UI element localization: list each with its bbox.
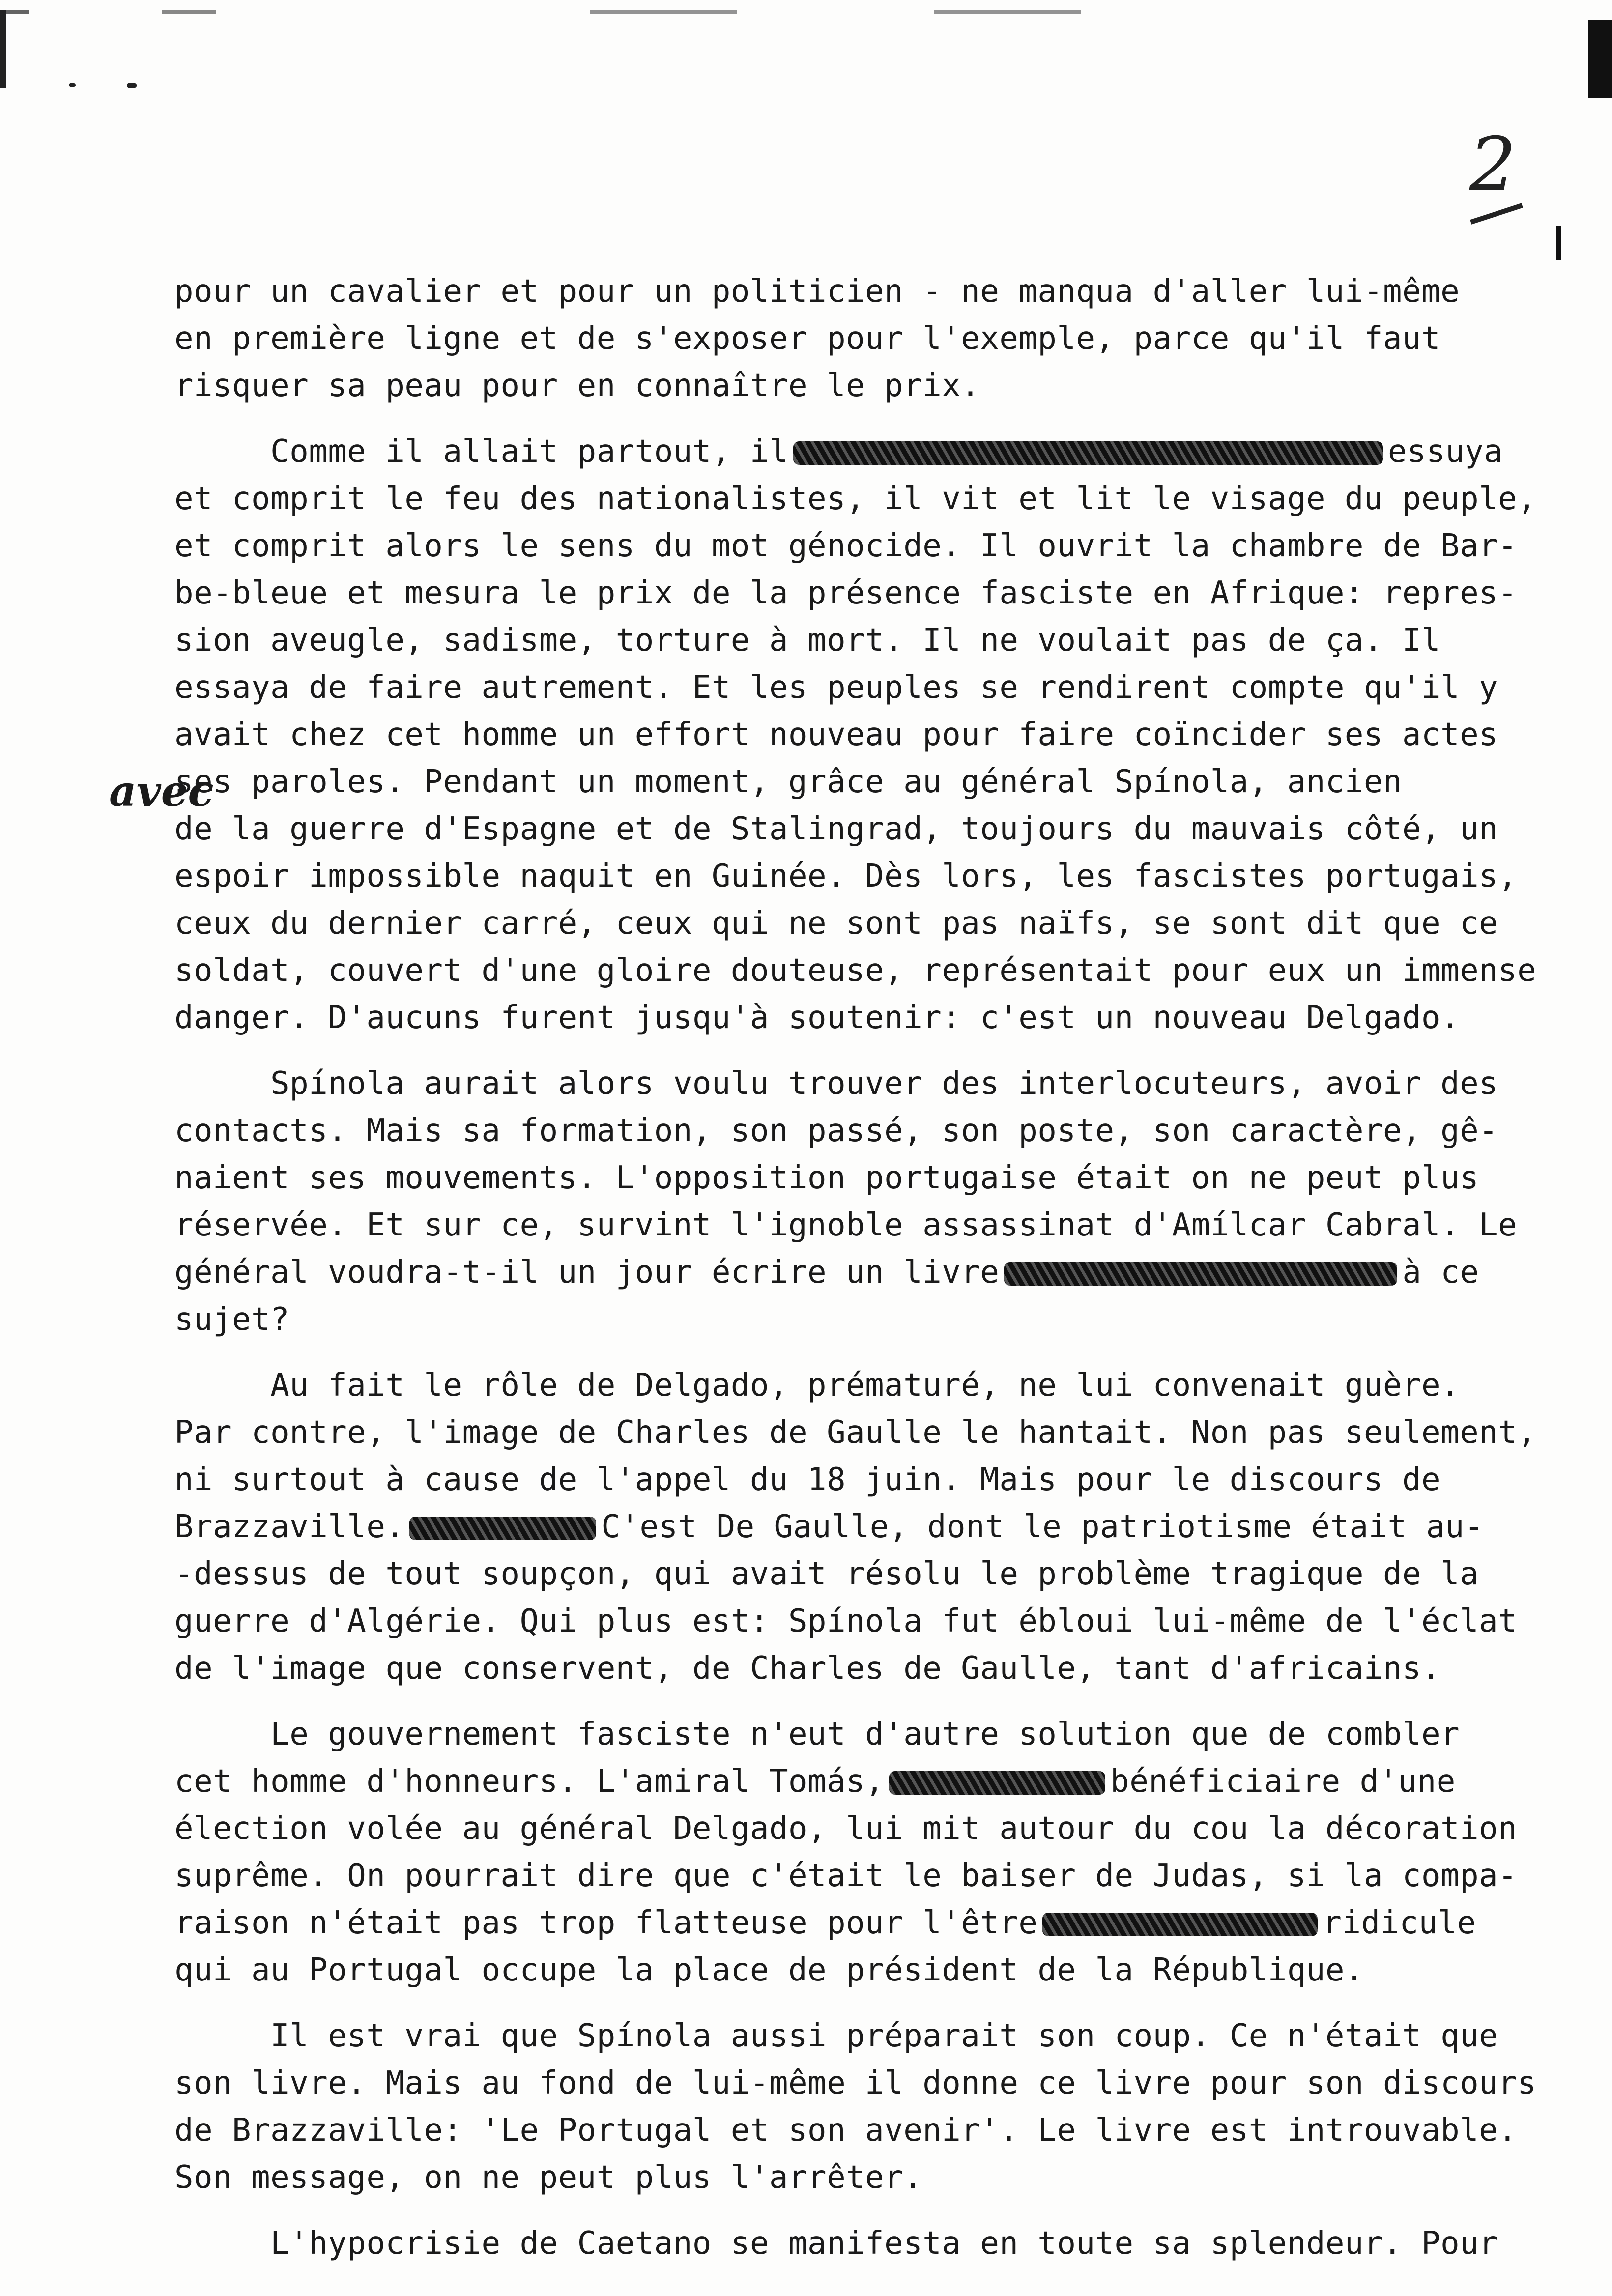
text-line: danger. D'aucuns furent jusqu'à soutenir: c'est un nouveau Delgado. (174, 1000, 1460, 1036)
text-line: ses paroles. Pendant un moment, grâce au général Spínola, ancien (174, 764, 1402, 800)
struck-out-text (1004, 1262, 1397, 1286)
scan-speck (127, 83, 137, 88)
text-line: de Brazzaville: 'Le Portugal et son avenir'. Le livre est introuvable. (174, 2112, 1518, 2149)
text-segment: essuya (1388, 433, 1503, 470)
text-line: sujet? (174, 1301, 290, 1338)
text-line: de la guerre d'Espagne et de Stalingrad, toujours du mauvais côté, un (174, 811, 1498, 847)
text-line (174, 1899, 1570, 1947)
text-line (174, 428, 1570, 475)
scan-mark (1556, 226, 1561, 260)
text-segment: raison n'était pas trop flatteuse pour l'être (174, 1905, 1038, 1941)
struck-out-text (409, 1517, 596, 1540)
text-line: -dessus de tout soupçon, qui avait résolu le problème tragique de la (174, 1556, 1479, 1592)
text-line: Le gouvernement fasciste n'eut d'autre solution que de combler (174, 1716, 1460, 1752)
text-line: risquer sa peau pour en connaître le prix. (174, 368, 980, 404)
text-line: son livre. Mais au fond de lui-même il donne ce livre pour son discours (174, 2065, 1537, 2101)
text-line (174, 1249, 1570, 1296)
text-segment: ridicule (1323, 1905, 1476, 1941)
text-line: et comprit le feu des nationalistes, il vit et lit le visage du peuple, (174, 481, 1537, 517)
text-line: essaya de faire autrement. Et les peuples se rendirent compte qu'il y (174, 669, 1498, 706)
text-line: Son message, on ne peut plus l'arrêter. (174, 2159, 923, 2196)
text-line (174, 1758, 1570, 1805)
text-line: qui au Portugal occupe la place de président de la République. (174, 1952, 1364, 1988)
text-segment: Brazzaville. (174, 1509, 405, 1545)
text-segment: cet homme d'honneurs. L'amiral Tomás, (174, 1763, 885, 1800)
text-segment: à ce (1402, 1254, 1479, 1291)
text-line: et comprit alors le sens du mot génocide. Il ouvrit la chambre de Bar- (174, 528, 1518, 564)
text-line: espoir impossible naquit en Guinée. Dès lors, les fascistes portugais, (174, 858, 1518, 894)
scan-edge-right (1588, 20, 1612, 98)
text-line: sion aveugle, sadisme, torture à mort. Il ne voulait pas de ça. Il (174, 622, 1441, 659)
text-line: contacts. Mais sa formation, son passé, son poste, son caractère, gê- (174, 1113, 1498, 1149)
text-line (174, 1503, 1570, 1550)
text-line: ni surtout à cause de l'appel du 18 juin. Mais pour le discours de (174, 1462, 1441, 1498)
struck-out-text (1042, 1913, 1318, 1936)
text-line: avait chez cet homme un effort nouveau pour faire coïncider ses actes (174, 717, 1498, 753)
text-line: ceux du dernier carré, ceux qui ne sont pas naïfs, se sont dit que ce (174, 905, 1498, 942)
text-line: Au fait le rôle de Delgado, prématuré, ne lui convenait guère. (174, 1367, 1460, 1404)
text-line: guerre d'Algérie. Qui plus est: Spínola fut ébloui lui-même de l'éclat (174, 1603, 1518, 1639)
handwritten-margin-note: avec (109, 767, 214, 816)
text-line: naient ses mouvements. L'opposition portugaise était on ne peut plus (174, 1160, 1479, 1196)
typed-text-body (174, 268, 1570, 2267)
scan-edge-top (0, 10, 1612, 14)
struck-out-text (793, 441, 1383, 465)
text-line: soldat, couvert d'une gloire douteuse, représentait pour eux un immense (174, 952, 1537, 989)
text-line: en première ligne et de s'exposer pour l'exemple, parce qu'il faut (174, 320, 1441, 357)
text-line: Il est vrai que Spínola aussi préparait son coup. Ce n'était que (174, 2018, 1498, 2054)
scan-corner-left (0, 10, 6, 88)
text-line: réservée. Et sur ce, survint l'ignoble assassinat d'Amílcar Cabral. Le (174, 1207, 1518, 1243)
text-line: élection volée au général Delgado, lui mit autour du cou la décoration (174, 1810, 1518, 1847)
page-number: 2 (1469, 122, 1517, 207)
text-line: Par contre, l'image de Charles de Gaulle le hantait. Non pas seulement, (174, 1414, 1537, 1451)
scan-speck (69, 83, 76, 87)
text-segment: bénéficiaire d'une (1110, 1763, 1456, 1800)
text-line: pour un cavalier et pour un politicien - ne manqua d'aller lui-même (174, 273, 1460, 310)
text-segment: C'est De Gaulle, dont le patriotisme était au- (601, 1509, 1484, 1545)
text-line: de l'image que conservent, de Charles de Gaulle, tant d'africains. (174, 1650, 1441, 1687)
text-line: L'hypocrisie de Caetano se manifesta en toute sa splendeur. Pour (174, 2225, 1498, 2262)
struck-out-text (889, 1771, 1105, 1795)
text-line: be-bleue et mesura le prix de la présence fasciste en Afrique: repres- (174, 575, 1518, 611)
text-line: Spínola aurait alors voulu trouver des interlocuteurs, avoir des (174, 1065, 1498, 1102)
text-segment: Comme il allait partout, il (174, 433, 788, 470)
text-segment: général voudra-t-il un jour écrire un livre (174, 1254, 1000, 1291)
text-line: suprême. On pourrait dire que c'était le baiser de Judas, si la compa- (174, 1858, 1518, 1894)
